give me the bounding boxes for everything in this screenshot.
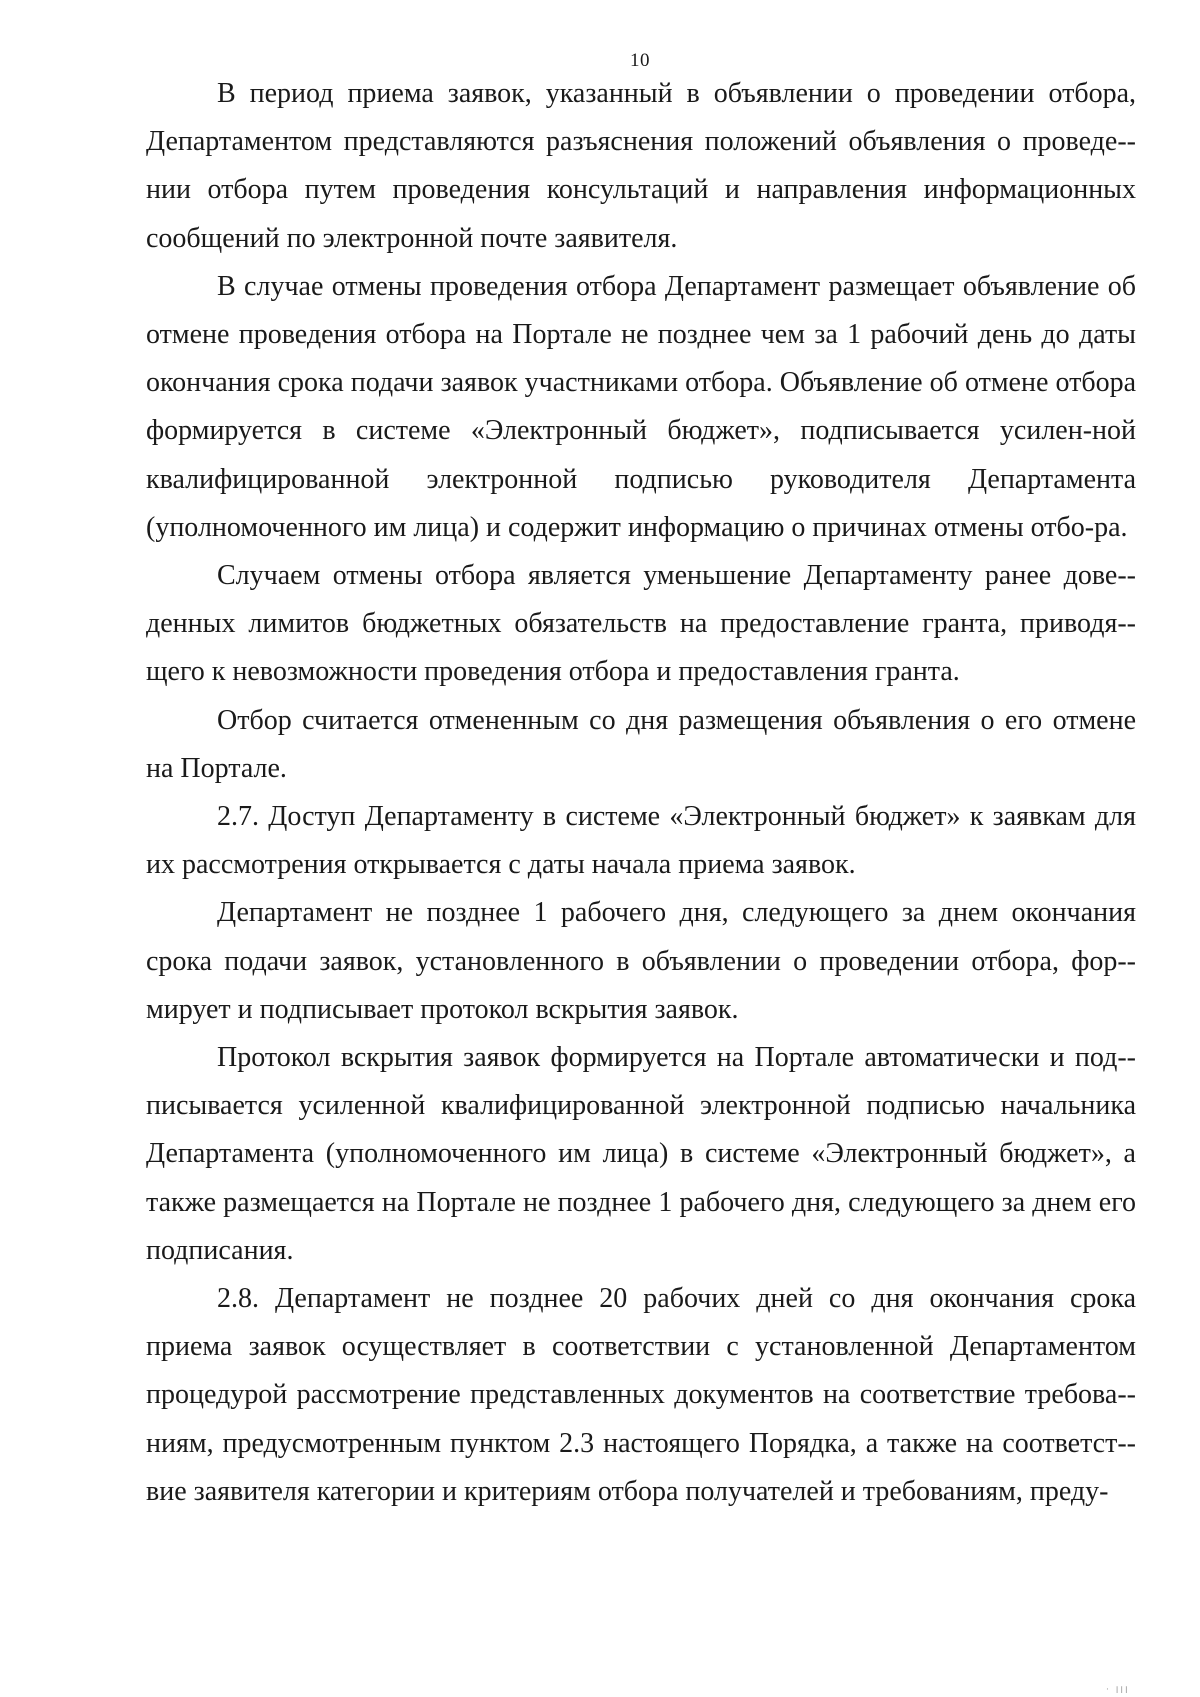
paragraph: В период приема заявок, указанный в объявлении о проведении отбора, Департаментом представляются разъяснения положений объявления о проведе-нии отбора путем проведения консультаций и направления информационных сообщений по электронной почте заявителя. [146, 78, 1136, 254]
page-number: 10 [630, 50, 650, 71]
paragraph: Отбор считается отмененным со дня размещения объявления о его отмене на Портале. [146, 704, 1136, 784]
paragraph: Случаем отмены отбора является уменьшение Департаменту ранее дове-денных лимитов бюджетных обязательств на предоставление гранта, приводя-щего к невозможности проведения отбора и предоставления гранта. [146, 560, 1136, 688]
paragraph: В случае отмены проведения отбора Департамент размещает объявление об отмене проведения отбора на Портале не позднее чем за 1 рабочий день до даты окончания срока подачи заявок участниками отбора. Объявление об отмене отбора формируется в системе «Электронный бюджет», подписывается усилен-ной квалифицированной электронной подписью руководителя Департамента (уполномоченного им лица) и содержит информацию о причинах отмены отбо-ра. [146, 270, 1136, 543]
document-body [146, 70, 1136, 1516]
paragraph: 2.7. Доступ Департаменту в системе «Электронный бюджет» к заявкам для их рассмотрения открывается с даты начала приема заявок. [146, 801, 1136, 881]
paragraph: Департамент не позднее 1 рабочего дня, следующего за днем окончания срока подачи заявок, установленного в объявлении о проведении отбора, фор-мирует и подписывает протокол вскрытия заявок. [146, 897, 1136, 1025]
paragraph: Протокол вскрытия заявок формируется на Портале автоматически и под-писывается усиленной квалифицированной электронной подписью начальника Департамента (уполномоченного им лица) в системе «Электронный бюджет», а также размещается на Портале не позднее 1 рабочего дня, следующего за днем его подписания. [146, 1042, 1136, 1266]
paragraph: 2.8. Департамент не позднее 20 рабочих дней со дня окончания срока приема заявок осуществляет в соответствии с установленной Департаментом процедурой рассмотрение представленных документов на соответствие требова-ниям, предусмотренным пунктом 2.3 настоящего Порядка, а также на соответст-вие заявителя категории и критериям отбора получателей и требованиям, преду- [146, 1283, 1136, 1507]
scan-artifact: · ׀׀׀ [1106, 1685, 1130, 1695]
